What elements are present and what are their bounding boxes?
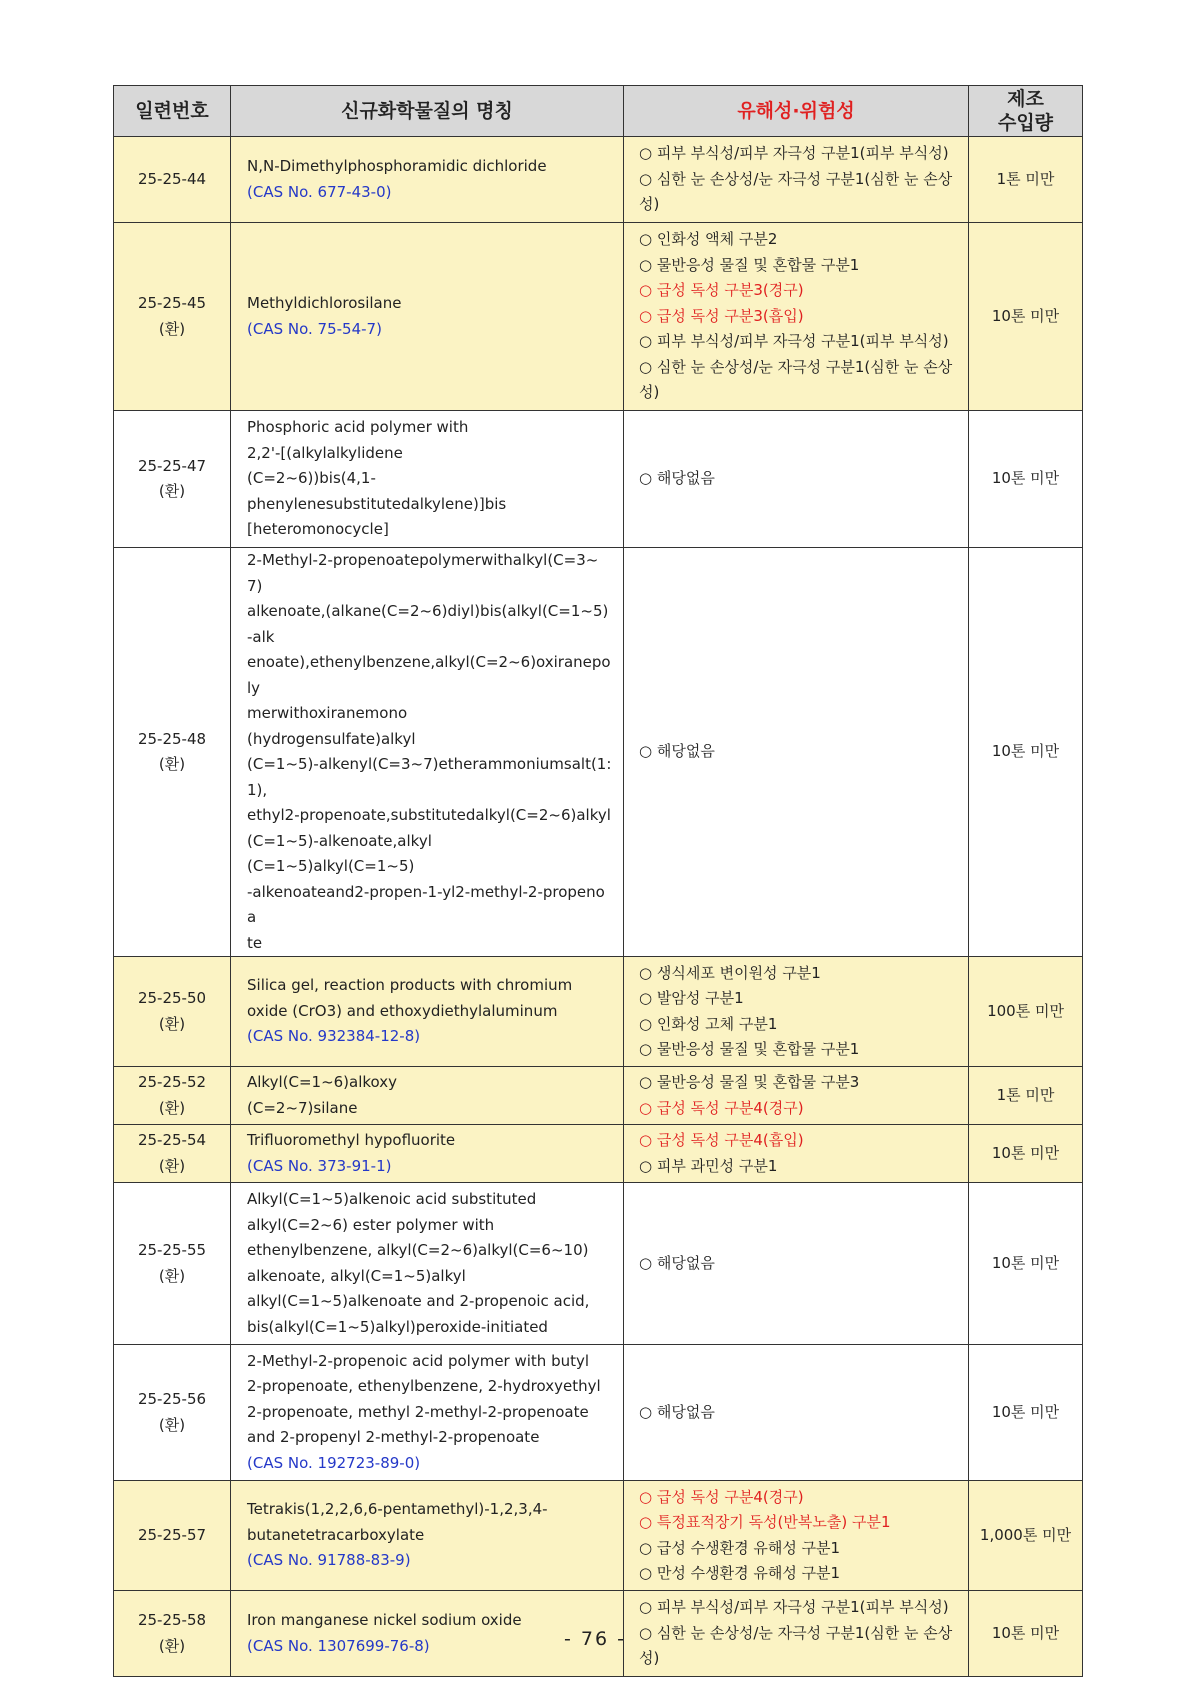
chemical-name-line: Trifluoromethyl hypofluorite xyxy=(247,1131,456,1149)
cas-number: (CAS No. 677-43-0) xyxy=(247,182,392,201)
hazard-item: ○ 물반응성 물질 및 혼합물 구분1 xyxy=(639,255,860,274)
serial-number: 25-25-48 xyxy=(137,729,207,748)
amount-cell xyxy=(969,411,1083,548)
hazard-item: ○ 인화성 액체 구분2 xyxy=(639,230,778,249)
hazard-item: ○ 피부 부식성/피부 자극성 구분1(피부 부식성) xyxy=(639,332,949,351)
chemical-name-line: Phosphoric acid polymer with xyxy=(247,418,469,437)
serial-suffix: (환) xyxy=(158,755,186,773)
chemical-name-line: [heteromonocycle] xyxy=(247,520,389,539)
amount: 1톤 미만 xyxy=(996,169,1055,188)
chemical-name-line: 2,2'-[(alkylalkylidene xyxy=(247,443,403,462)
amount: 1,000톤 미만 xyxy=(979,1525,1072,1544)
hazard-item: ○ 피부 과민성 구분1 xyxy=(639,1156,778,1175)
hazard-item: ○ 급성 독성 구분3(흡입) xyxy=(639,306,804,325)
chemical-name-line: enoate),ethenylbenzene,alkyl(C=2~6)oxiranepoly xyxy=(247,653,611,697)
serial-suffix: (환) xyxy=(158,1098,186,1117)
chemical-name-line: bis(alkyl(C=1~5)alkyl)peroxide-initiated xyxy=(247,1317,548,1336)
chemical-name-line: (C=1~5)-alkenoate,alkyl xyxy=(247,831,432,850)
amount: 10톤 미만 xyxy=(991,1143,1060,1162)
chemical-name-line: (C=2~6))bis(4,1- xyxy=(247,469,376,488)
chemical-name-line: ethenylbenzene, alkyl(C=2~6)alkyl(C=6~10) xyxy=(247,1241,589,1259)
chemical-name-line: ethyl2-propenoate,substitutedalkyl(C=2~6)alkyl xyxy=(247,806,611,824)
amount: 10톤 미만 xyxy=(991,742,1060,761)
chemical-name-line: (C=1~5)alkyl(C=1~5) xyxy=(247,857,415,875)
amount: 1톤 미만 xyxy=(996,1085,1055,1104)
serial-suffix: (환) xyxy=(158,1014,186,1033)
name-cell xyxy=(231,411,624,548)
serial-cell xyxy=(114,1125,231,1183)
serial-cell xyxy=(114,411,231,548)
amount-cell xyxy=(969,137,1083,223)
amount-cell xyxy=(969,223,1083,411)
chemical-name-line: 2-propenoate, ethenylbenzene, 2-hydroxyethyl xyxy=(247,1377,601,1396)
serial-cell xyxy=(114,1345,231,1481)
serial-number: 25-25-52 xyxy=(137,1073,207,1091)
chemical-name-line: oxide (CrO3) and ethoxydiethylaluminum xyxy=(247,1001,558,1020)
serial-number: 25-25-45 xyxy=(137,294,207,312)
name-cell xyxy=(231,1481,624,1591)
chemical-name-line: te xyxy=(247,933,263,952)
table-row xyxy=(114,223,1083,411)
header-hazard: 유해성·위험성 xyxy=(624,86,969,137)
name-cell xyxy=(231,223,624,411)
hazard-item: ○ 심한 눈 손상성/눈 자극성 구분1(심한 눈 손상성) xyxy=(639,357,953,402)
hazard-item: ○ 해당없음 xyxy=(639,742,715,761)
hazard-item: ○ 심한 눈 손상성/눈 자극성 구분1(심한 눈 손상성) xyxy=(639,169,953,214)
hazard-item: ○ 피부 부식성/피부 자극성 구분1(피부 부식성) xyxy=(639,1598,949,1617)
hazard-item: ○ 급성 독성 구분3(경구) xyxy=(639,281,804,300)
table-row xyxy=(114,548,1083,957)
chemical-table xyxy=(113,85,1083,1677)
hazard-item: ○ 발암성 구분1 xyxy=(639,989,744,1007)
hazard-cell xyxy=(624,1183,969,1345)
amount-cell xyxy=(969,1067,1083,1125)
chemical-name-line: alkyl(C=1~5)alkenoate and 2-propenoic acid, xyxy=(247,1292,590,1310)
chemical-name-line: phenylenesubstitutedalkylene)]bis xyxy=(247,494,507,513)
name-cell xyxy=(231,1345,624,1481)
hazard-item: ○ 인화성 고체 구분1 xyxy=(639,1014,778,1033)
serial-suffix: (환) xyxy=(158,1636,186,1655)
serial-suffix: (환) xyxy=(158,482,186,500)
serial-cell xyxy=(114,1067,231,1125)
name-cell xyxy=(231,1125,624,1183)
header-quantity-line1: 제조 xyxy=(1007,88,1044,110)
serial-suffix: (환) xyxy=(158,1156,186,1175)
table-row xyxy=(114,1481,1083,1591)
hazard-cell xyxy=(624,411,969,548)
serial-number: 25-25-56 xyxy=(137,1390,207,1408)
amount-cell xyxy=(969,548,1083,957)
amount: 10톤 미만 xyxy=(991,1402,1060,1421)
header-quantity xyxy=(969,86,1083,137)
cas-number: (CAS No. 1307699-76-8) xyxy=(247,1636,430,1655)
hazard-item: ○ 심한 눈 손상성/눈 자극성 구분1(심한 눈 손상성) xyxy=(639,1623,953,1668)
hazard-item: ○ 물반응성 물질 및 혼합물 구분1 xyxy=(639,1040,860,1058)
hazard-item: ○ 만성 수생환경 유해성 구분1 xyxy=(639,1564,841,1582)
header-quantity-line2: 수입량 xyxy=(997,112,1054,134)
amount-cell xyxy=(969,1481,1083,1591)
cas-number: (CAS No. 192723-89-0) xyxy=(247,1453,421,1472)
chemical-name-line: and 2-propenyl 2-methyl-2-propenoate xyxy=(247,1428,540,1447)
chemical-name-line: 2-Methyl-2-propenoatepolymerwithalkyl(C=3~7) xyxy=(247,551,599,595)
chemical-name-line: Methyldichlorosilane xyxy=(247,294,402,312)
serial-number: 25-25-55 xyxy=(137,1241,207,1259)
chemical-name-line: N,N-Dimethylphosphoramidic dichloride xyxy=(247,157,547,175)
table-row xyxy=(114,957,1083,1067)
serial-cell xyxy=(114,137,231,223)
serial-cell xyxy=(114,1481,231,1591)
chemical-name-line: 2-propenoate, methyl 2-methyl-2-propenoate xyxy=(247,1402,589,1421)
cas-number: (CAS No. 932384-12-8) xyxy=(247,1027,421,1046)
cas-number: (CAS No. 75-54-7) xyxy=(247,319,382,338)
serial-number: 25-25-50 xyxy=(137,989,207,1007)
amount: 100톤 미만 xyxy=(987,1001,1064,1020)
hazard-cell xyxy=(624,1345,969,1481)
table-row xyxy=(114,1345,1083,1481)
chemical-name-line: alkenoate, alkyl(C=1~5)alkyl xyxy=(247,1266,466,1285)
name-cell xyxy=(231,548,624,957)
table-row xyxy=(114,1125,1083,1183)
hazard-item: ○ 급성 독성 구분4(흡입) xyxy=(639,1131,804,1149)
serial-cell xyxy=(114,223,231,411)
chemical-name-line: Alkyl(C=1~5)alkenoic acid substituted xyxy=(247,1190,537,1208)
header-name: 신규화학물질의 명칭 xyxy=(231,86,624,137)
page-number: - 76 - xyxy=(564,1628,626,1650)
hazard-item: ○ 해당없음 xyxy=(639,1253,715,1272)
name-cell xyxy=(231,957,624,1067)
serial-number: 25-25-54 xyxy=(137,1131,207,1149)
hazard-cell xyxy=(624,957,969,1067)
amount-cell xyxy=(969,957,1083,1067)
hazard-cell xyxy=(624,223,969,411)
chemical-name-line: Iron manganese nickel sodium oxide xyxy=(247,1611,522,1629)
amount: 10톤 미만 xyxy=(991,1253,1060,1272)
name-cell xyxy=(231,1067,624,1125)
table-row xyxy=(114,137,1083,223)
serial-number: 25-25-47 xyxy=(137,456,207,475)
chemical-name-line: Tetrakis(1,2,2,6,6-pentamethyl)-1,2,3,4- xyxy=(247,1500,548,1519)
chemical-name-line: alkyl(C=2~6) ester polymer with xyxy=(247,1215,495,1234)
chemical-name-line: alkenoate,(alkane(C=2~6)diyl)bis(alkyl(C=1~5)-alk xyxy=(247,602,609,646)
hazard-item: ○ 해당없음 xyxy=(639,469,715,488)
amount: 10톤 미만 xyxy=(991,306,1060,325)
table-header xyxy=(114,86,1083,137)
hazard-item: ○ 특정표적장기 독성(반복노출) 구분1 xyxy=(639,1513,891,1531)
hazard-item: ○ 생식세포 변이원성 구분1 xyxy=(639,963,821,982)
hazard-cell xyxy=(624,1481,969,1591)
amount: 10톤 미만 xyxy=(991,1623,1060,1642)
name-cell xyxy=(231,137,624,223)
hazard-item: ○ 해당없음 xyxy=(639,1402,715,1421)
hazard-item: ○ 급성 독성 구분4(경구) xyxy=(639,1487,804,1506)
chemical-name-line: -alkenoateand2-propen-1-yl2-methyl-2-propenoa xyxy=(247,882,605,926)
table-row xyxy=(114,411,1083,548)
hazard-item: ○ 물반응성 물질 및 혼합물 구분3 xyxy=(639,1073,860,1091)
chemical-name-line: (C=1~5)-alkenyl(C=3~7)etherammoniumsalt(1:1), xyxy=(247,755,612,799)
chemical-name-line: merwithoxiranemono xyxy=(247,704,408,722)
serial-suffix: (환) xyxy=(158,1266,186,1285)
serial-suffix: (환) xyxy=(158,319,186,338)
chemical-name-line: Alkyl(C=1~6)alkoxy xyxy=(247,1073,398,1091)
serial-cell xyxy=(114,548,231,957)
hazard-cell xyxy=(624,137,969,223)
serial-suffix: (환) xyxy=(158,1415,186,1434)
hazard-cell xyxy=(624,1067,969,1125)
chemical-name-line: (hydrogensulfate)alkyl xyxy=(247,729,416,748)
hazard-cell xyxy=(624,548,969,957)
serial-cell xyxy=(114,957,231,1067)
serial-cell xyxy=(114,1183,231,1345)
amount-cell xyxy=(969,1345,1083,1481)
chemical-name-line: Silica gel, reaction products with chromium xyxy=(247,976,573,995)
chemical-name-line: 2-Methyl-2-propenoic acid polymer with butyl xyxy=(247,1351,590,1370)
table-row xyxy=(114,1067,1083,1125)
hazard-cell xyxy=(624,1125,969,1183)
hazard-item: ○ 급성 독성 구분4(경구) xyxy=(639,1098,804,1117)
name-cell xyxy=(231,1183,624,1345)
cas-number: (CAS No. 91788-83-9) xyxy=(247,1551,411,1570)
header-serial: 일련번호 xyxy=(114,86,231,137)
chemical-name-line: (C=2~7)silane xyxy=(247,1098,358,1117)
amount-cell xyxy=(969,1183,1083,1345)
cas-number: (CAS No. 373-91-1) xyxy=(247,1156,392,1175)
amount: 10톤 미만 xyxy=(991,469,1060,488)
serial-number: 25-25-44 xyxy=(137,169,207,188)
serial-number: 25-25-58 xyxy=(137,1611,207,1629)
table-row xyxy=(114,1183,1083,1345)
amount-cell xyxy=(969,1125,1083,1183)
chemical-name-line: butanetetracarboxylate xyxy=(247,1525,425,1544)
hazard-item: ○ 피부 부식성/피부 자극성 구분1(피부 부식성) xyxy=(639,144,949,163)
serial-number: 25-25-57 xyxy=(137,1525,207,1544)
hazard-item: ○ 급성 수생환경 유해성 구분1 xyxy=(639,1538,841,1557)
